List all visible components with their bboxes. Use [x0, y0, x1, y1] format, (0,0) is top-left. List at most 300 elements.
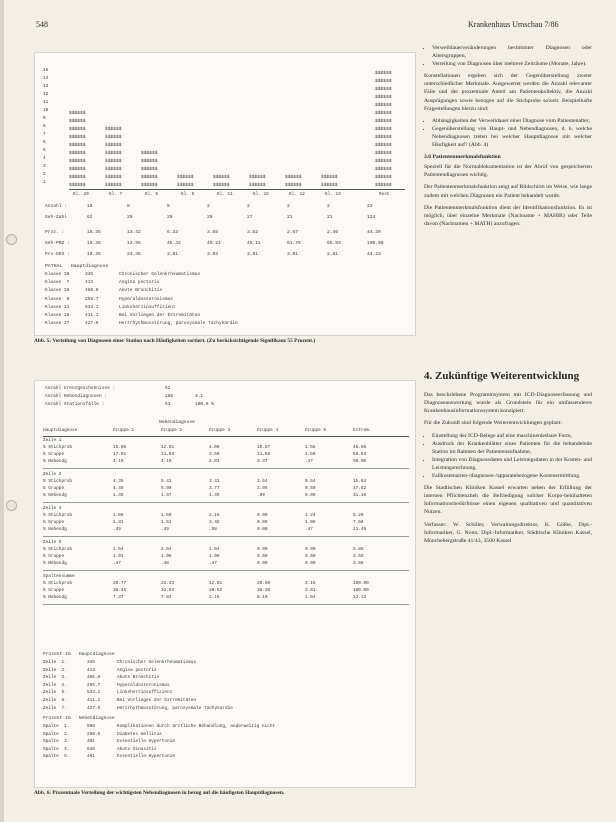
- nebendiagnose-title: Nebendiagnose: [159, 420, 195, 425]
- list-item: • Einstellung der ICD-Belege auf eine maschinenlesbare Form,: [432, 432, 592, 440]
- page-number: 548: [36, 20, 48, 29]
- summary-value: 53: [165, 402, 171, 407]
- legend-key: Klasse 27: [45, 321, 70, 327]
- matrix-cell: 0.00: [257, 520, 268, 525]
- pathal-title: PATHAL Hauptdiagnose: [45, 264, 109, 269]
- matrix-cell: 5.41: [161, 479, 172, 484]
- legend-code: 411.1: [85, 313, 99, 318]
- journal-title: Krankenhaus Umschau 7/86: [468, 20, 559, 29]
- code-key: Spalte 4.: [43, 746, 70, 752]
- matrix-cell: .47: [113, 561, 121, 566]
- list-item: • Ausdruck der Krankenblätter eines Patienten für die behandelnde Station im Rahmen der Patientenaufnahme,: [432, 440, 592, 456]
- stats-cell: 21: [327, 215, 333, 220]
- code-row: [43, 748, 409, 755]
- figure-6-printout: [34, 380, 416, 788]
- legend-code: 533.1: [85, 304, 99, 310]
- stats-cell: 6.33: [167, 230, 179, 235]
- y-tick-label: 2: [43, 172, 46, 177]
- matrix-cell: 3.15: [305, 581, 316, 586]
- matrix-cell: 4.19: [161, 459, 172, 464]
- matrix-header-rule: [43, 436, 409, 437]
- planned-developments-list: [424, 432, 592, 481]
- x-tick-label: Kl. 9: [181, 192, 195, 197]
- x-tick-label: Kl. 11: [217, 192, 233, 197]
- matrix-cell: % Gruppe: [43, 486, 65, 491]
- matrix-cell: 100.00: [353, 581, 369, 586]
- legend-key: Klasse 11: [45, 304, 70, 310]
- outlook-paragraph-2: Für die Zukunft sind folgende Weiterentwicklungen geplant:: [424, 420, 562, 427]
- stats-cell: 49.11: [247, 241, 261, 246]
- matrix-cell: % Stichprob: [43, 581, 72, 586]
- matrix-cell: 3.95: [257, 486, 268, 491]
- matrix-cell: 1.45: [113, 493, 124, 498]
- stats-cell: 23: [367, 204, 373, 209]
- matrix-cell: 7.58: [353, 520, 364, 525]
- matrix-cell: % Nebendg: [43, 493, 67, 498]
- code-text: Akute Bronchitis: [117, 675, 160, 681]
- example-question-list: [424, 117, 592, 149]
- matrix-cell: 13.13: [353, 595, 367, 600]
- code-row: [43, 755, 409, 762]
- stats-cell: 124: [367, 215, 376, 220]
- code-text: Linksherzinsuffizienz: [117, 690, 173, 696]
- y-tick-label: 9: [43, 116, 46, 121]
- list-item: • Fallkostenarten-/diagnosen-/apparatebezogene Kostenermittlung.: [432, 472, 592, 480]
- matrix-cell: 3.55: [353, 554, 364, 559]
- stats-cell: 2.67: [287, 230, 299, 235]
- stats-cell: 3.61: [247, 252, 259, 257]
- y-tick-label: 15: [43, 68, 49, 73]
- matrix-cell: .47: [305, 459, 313, 464]
- y-tick-label: 12: [43, 92, 49, 97]
- summary-label: Anzahl Stationsfälle :: [45, 402, 105, 407]
- code-row: [43, 733, 409, 740]
- legend-text: Akute Bronchitis: [119, 288, 163, 294]
- matrix-cell: 4.06: [209, 445, 220, 450]
- matrix-cell: 1.96: [161, 554, 172, 559]
- legend-row: [45, 322, 405, 330]
- matrix-cell: 3.58: [209, 452, 220, 457]
- stats-cell: 51.76: [287, 241, 301, 246]
- y-tick-label: 1: [43, 180, 46, 185]
- punch-hole-top: [6, 234, 17, 245]
- stats-cell: 20: [207, 215, 213, 220]
- stats-row-label: Pro-GES :: [45, 252, 70, 257]
- matrix-cell: 1.58: [305, 452, 316, 457]
- author-info: Verfasser: W. Schiller, Verwaltungsdirektor, K. Gölbe, Dipl.-Informatiker, G. Nonn, Dipl.-Informatiker, Städtische Kliniken Kassel, Mönchebergstraße 41/43, 3500 Kassel: [424, 521, 592, 544]
- section-4-heading: 4. Zukünftige Weiterentwicklung: [424, 370, 580, 382]
- stats-row: [45, 253, 405, 262]
- matrix-cell: 100.00: [353, 588, 369, 593]
- code-text: Hyperaldosteronismus: [117, 682, 170, 688]
- matrix-cell: 32.84: [161, 588, 175, 593]
- code-key: Zeile 6.: [43, 698, 67, 703]
- stats-row-label: Geh-PRZ :: [45, 241, 70, 246]
- figure-5-printout: [34, 52, 416, 336]
- stats-cell: 19.35: [87, 252, 101, 257]
- stats-row: [45, 242, 405, 251]
- y-tick-label: 3: [43, 164, 46, 169]
- matrix-cell: 0.00: [305, 554, 316, 559]
- code-value: 427.9: [87, 705, 101, 711]
- list-item: • Verteilung von Diagnosen über mehrere Zeiträume (Monate, Jahre).: [432, 60, 592, 68]
- matrix-block-title: Zeile 5: [43, 540, 62, 545]
- legend-row: [45, 306, 405, 314]
- list-item: • Integration von Diagnosedaten und Leistungsdaten in der Kosten- und Leistungsrechnung,: [432, 456, 592, 472]
- list-item: • Verweildauerveränderungen bestimmter Diagnosen oder Altersgruppen,: [432, 44, 592, 60]
- matrix-cell: 50.00: [353, 459, 367, 464]
- stats-cell: 2: [327, 204, 330, 209]
- stats-row: [45, 205, 405, 214]
- y-tick-label: 4: [43, 156, 46, 161]
- matrix-cell: 58.53: [353, 452, 367, 457]
- stats-cell: 2: [247, 204, 250, 209]
- patient-func-paragraph-1: Speziell für die Normaldokumentation ist der Abruf von gespeicherten Patientendiagnosen wichtig.: [424, 164, 592, 179]
- code-value: 648: [87, 746, 95, 752]
- matrix-cell: 0.54: [305, 479, 316, 484]
- matrix-cell: .48: [161, 561, 169, 566]
- bar: $$$$$$ $$$$$$ $$$$$$ $$$$$$ $$$$$$: [141, 151, 158, 188]
- matrix-cell: 11.58: [257, 452, 271, 457]
- matrix-block-title: Spaltensumme: [43, 574, 75, 579]
- matrix-cell: 4.35: [113, 479, 124, 484]
- matrix-cell: % Gruppe: [43, 588, 65, 593]
- nebendiagnose-list-title: Prozent 1% Nebendiagnose: [43, 716, 115, 721]
- stats-row-label: Anzahl :: [45, 204, 68, 209]
- matrix-cell: 3.54: [257, 479, 268, 484]
- stats-cell: 2.46: [327, 230, 339, 235]
- summary-value: 52: [165, 386, 171, 391]
- legend-row: [45, 281, 405, 289]
- punch-hole-bottom: [6, 500, 17, 511]
- code-key: Spalte 2.: [43, 731, 70, 737]
- code-text: Herzrhythmusstörung, paroxysmale Tachykardie: [117, 705, 233, 711]
- y-tick-label: 11: [43, 100, 49, 105]
- legend-code: 486.0: [85, 288, 99, 294]
- matrix-cell: % Nebendg: [43, 561, 67, 566]
- matrix-cell: 12.01: [209, 581, 223, 586]
- matrix-cell: % Nebendg: [43, 527, 67, 532]
- matrix-cell: 5.90: [161, 486, 172, 491]
- matrix-cell: 1.59: [161, 513, 172, 518]
- matrix-cell: 1.45: [209, 493, 220, 498]
- matrix-cell: 20.52: [209, 588, 223, 593]
- matrix-cell: 1.97: [161, 493, 172, 498]
- x-tick-label: Kl. 7: [109, 192, 123, 197]
- code-key: Zeile 1.: [43, 660, 67, 665]
- code-row: [43, 699, 409, 706]
- x-tick-label: Kl. 16: [253, 192, 269, 197]
- matrix-cell: 1.04: [209, 547, 220, 552]
- matrix-column-header: Gruppe 1: [113, 428, 135, 433]
- code-key: Zeile 2.: [43, 667, 67, 673]
- matrix-cell: 5.29: [353, 513, 364, 518]
- matrix-cell: 17.82: [353, 486, 367, 491]
- code-key: Spalte 1.: [43, 724, 70, 729]
- matrix-cell: 0.00: [257, 527, 268, 532]
- stats-cell: 2.81: [327, 252, 339, 257]
- konstellationen-paragraph: Konstellationen ergeben sich der Gegenüberstellung zweier unterschiedlicher Merkmale. Ausgewertet werden die Anzahl relevanter Fälle und der prozentuale Anteil am Patientenkollektiv, die Anzahl Ausprägungen sowie bezogen auf die Stichprobe soweit. Beispielhafte Fragestellungen hierzu sind:: [424, 73, 592, 112]
- code-value: 413: [87, 667, 95, 673]
- code-text: Diabetes mellitus: [117, 731, 162, 737]
- legend-text: Linksherzinsuffizienz: [119, 304, 176, 310]
- code-value: 401: [87, 754, 95, 760]
- outlook-paragraph-1: Das beschriebene Programmsystem mit ICD-Diagnoseerfassung und Diagnoseauswertung wurde als Grundstein für ein umfassenderes Krankenhausinformationssystem konzipiert.: [424, 392, 592, 415]
- legend-key: Klasse 7: [45, 280, 70, 286]
- stats-cell: 3.01: [287, 252, 299, 257]
- matrix-cell: 15.64: [353, 479, 367, 484]
- legend-text: Herzrhythmusstörung, paroxysmale Tachykardie: [119, 321, 238, 327]
- matrix-cell: 1.24: [305, 513, 316, 518]
- stats-cell: 18.35: [87, 230, 101, 235]
- stats-cell: 2: [207, 204, 210, 209]
- matrix-cell: 20.77: [113, 581, 127, 586]
- right-column-top: [424, 44, 592, 232]
- code-key: Zeile 5.: [43, 690, 67, 696]
- list-item: • Abhängigkeiten der Verweildauer einer Diagnose vom Patientenalter,: [432, 117, 592, 125]
- summary-row: [45, 403, 405, 411]
- bar-chart: [43, 68, 405, 190]
- matrix-cell: % Gruppe: [43, 452, 65, 457]
- summary-label: Anzahl Nebendiagnosen :: [45, 394, 108, 399]
- stats-cell: 19.35: [87, 241, 101, 246]
- x-tick-label: Kl. 5: [145, 192, 159, 197]
- matrix-cell: 1.99: [209, 554, 220, 559]
- code-value: 255.7: [87, 682, 101, 688]
- matrix-cell: 7.84: [161, 595, 172, 600]
- stats-cell: 21: [287, 215, 293, 220]
- patient-func-paragraph-2: Der Patientenmerkmalsfunktion zeigt auf Bildschirm im Weise, wie lange zudem mit welchen Diagnosen ein Patient behandelt wurde.: [424, 184, 592, 199]
- x-tick-label: Rest: [379, 192, 390, 197]
- code-value: 998: [87, 724, 95, 729]
- matrix-cell: 11.93: [161, 452, 175, 457]
- matrix-cell: 0.00: [305, 493, 316, 498]
- code-row: [43, 661, 409, 668]
- stats-cell: 3.55: [207, 230, 219, 235]
- matrix-cell: 3.66: [353, 561, 364, 566]
- x-tick-label: Kl. 20: [73, 192, 89, 197]
- matrix-cell: 7.37: [113, 595, 124, 600]
- bar: $$$$$$ $$$$$$ $$$$$$ $$$$$$ $$$$$$ $$$$$$ $$$$$$ $$$$$$: [105, 127, 122, 188]
- matrix-cell: 15.98: [113, 445, 127, 450]
- stats-cell: 3.81: [167, 252, 179, 257]
- legend-text: Chronischer Gelenkrheumatismus: [119, 272, 201, 277]
- matrix-cell: 3.41: [209, 479, 220, 484]
- legend-text: Angina pectoris: [119, 280, 160, 286]
- matrix-cell: 0.00: [257, 561, 268, 566]
- x-tick-label: Kl. 12: [289, 192, 305, 197]
- matrix-block-rule: [43, 570, 409, 571]
- x-axis-line: [69, 189, 405, 190]
- matrix-cell: 12.91: [161, 445, 175, 450]
- code-key: Spalte 3.: [43, 739, 70, 745]
- legend-code: 413: [85, 280, 94, 286]
- matrix-cell: 0.59: [305, 486, 316, 491]
- bar: $$$$$$ $$$$$$: [177, 175, 194, 188]
- matrix-cell: % Stichprob: [43, 479, 72, 484]
- list-item: • Gegenüberstellung von Haupt- und Nebendiagnosen, d. h. welche Nebendiagnosen treten bei welcher Hauptdiagnose mit welcher Häufigkeit auf? (Abb. 4): [432, 125, 592, 149]
- matrix-block-rule: [43, 468, 409, 469]
- code-key: Zeile 7.: [43, 705, 67, 711]
- code-text: Angina pectoris: [117, 667, 157, 673]
- matrix-cell: % Nebendg: [43, 459, 67, 464]
- stats-cell: 23.45: [127, 252, 141, 257]
- matrix-cell: % Nebendg: [43, 595, 67, 600]
- matrix-cell: 1.51: [161, 520, 172, 525]
- matrix-block-title: Zeile 2: [43, 472, 62, 477]
- y-tick-label: 13: [43, 84, 49, 89]
- code-text: Essentielle Hypertonie: [117, 754, 175, 760]
- stats-cell: 2: [287, 204, 290, 209]
- matrix-cell: 3.61: [305, 588, 316, 593]
- matrix-cell: 3.37: [257, 459, 268, 464]
- matrix-column-header: Gruppe 2: [161, 428, 183, 433]
- matrix-block-rule: [43, 604, 409, 605]
- matrix-column-header: Gruppe 3: [209, 428, 231, 433]
- stats-cell: 46.42: [167, 241, 181, 246]
- stats-cell: 27: [247, 215, 253, 220]
- matrix-cell: 22.43: [161, 581, 175, 586]
- legend-key: Klasse 29: [45, 288, 70, 294]
- matrix-cell: 0.00: [305, 547, 316, 552]
- matrix-cell: .58: [209, 527, 217, 532]
- section-3-6-heading: 3.6 Patientenmerkmalsfunktion: [424, 154, 501, 161]
- patient-func-paragraph-3: Die Patientenmerkmalsfunktion dient der Identifikationsfunktion. Es ist möglich, über einzelne Merkmale (Nachname + MAHIR) oder Teile davon (Nachnamen + MATH) anzufragen.: [424, 204, 592, 227]
- stats-cell: 55.93: [327, 241, 341, 246]
- matrix-cell: .49: [113, 527, 121, 532]
- matrix-cell: % Gruppe: [43, 554, 65, 559]
- matrix-cell: 36.20: [257, 588, 271, 593]
- summary-value: 265: [165, 394, 174, 399]
- summary-extra: 4.1: [195, 394, 204, 399]
- matrix-cell: 0.00: [257, 513, 268, 518]
- code-value: 345: [87, 660, 95, 665]
- matrix-cell: 1.06: [113, 513, 124, 518]
- stats-cell: 3.93: [207, 252, 219, 257]
- stats-cell: 3.52: [247, 230, 259, 235]
- matrix-cell: 0.00: [257, 547, 268, 552]
- bar: $$$$$$ $$$$$$: [285, 175, 302, 188]
- matrix-cell: 3.45: [209, 520, 220, 525]
- legend-key: Klasse 20: [45, 272, 70, 277]
- code-value: 250.9: [87, 731, 101, 737]
- matrix-cell: 1.91: [113, 554, 124, 559]
- matrix-cell: 2.16: [209, 513, 220, 518]
- matrix-cell: 2.86: [353, 547, 364, 552]
- code-value: 533.1: [87, 690, 101, 696]
- stats-row: [45, 216, 405, 225]
- stats-cell: 49.24: [207, 241, 221, 246]
- matrix-cell: % Gruppe: [43, 520, 65, 525]
- bar: $$$$$$ $$$$$$: [213, 175, 230, 188]
- matrix-column-header: Extrem.: [353, 428, 372, 433]
- matrix-cell: 0.00: [305, 561, 316, 566]
- y-tick-label: 10: [43, 108, 49, 113]
- y-tick-label: 7: [43, 132, 46, 137]
- code-value: 411.1: [87, 698, 101, 703]
- matrix-block-rule: [43, 536, 409, 537]
- code-key: Spalte 5.: [43, 754, 70, 760]
- matrix-column-header: Hauptdiagnose: [43, 428, 78, 433]
- outlook-paragraph-3: Die Stadtischen Kliniken Kassel erwarten neben der Erfüllung der internen Pflichtenzheh die Befriedigung solcher Korpo-beinhalteten Informationsbedürfnisse einen eigenen qualitativen und quantitativen Nutzen.: [424, 485, 592, 516]
- bar: $$$$$$ $$$$$$: [249, 175, 266, 188]
- x-axis-labels: [73, 193, 409, 201]
- matrix-cell: 46.56: [353, 445, 367, 450]
- matrix-cell: 11.49: [353, 527, 367, 532]
- bar: $$$$$$ $$$$$$: [321, 175, 338, 188]
- code-text: Chronischer Gelenkrheumatismus: [117, 660, 197, 665]
- matrix-cell: 8.10: [257, 595, 268, 600]
- code-text: Bei Vorliegen der Extremitäten: [117, 698, 197, 703]
- matrix-block-title: Zeile 1: [43, 438, 62, 443]
- y-tick-label: 6: [43, 140, 46, 145]
- legend-key: Klasse 16: [45, 313, 70, 318]
- code-key: Zeile 4.: [43, 682, 67, 688]
- stats-cell: 20: [167, 215, 173, 220]
- right-column-bottom: [424, 370, 592, 549]
- matrix-column-header: Gruppe 4: [257, 428, 279, 433]
- matrix-cell: 1.06: [305, 520, 316, 525]
- code-text: Akute Sinusitis: [117, 746, 157, 752]
- legend-code: 427.9: [85, 321, 99, 327]
- bar: $$$$$$ $$$$$$ $$$$$$ $$$$$$ $$$$$$ $$$$$$ $$$$$$ $$$$$$ $$$$$$ $$$$$$ $$$$$$ $$$$$$ $$$$$$ $$$$$$ $$$$$$: [375, 71, 392, 188]
- matrix-cell: 1.04: [305, 595, 316, 600]
- stats-cell: 13.95: [127, 241, 141, 246]
- matrix-cell: 3.77: [209, 486, 220, 491]
- legend-key: Klasse 6: [45, 296, 70, 302]
- matrix-cell: 2.01: [209, 459, 220, 464]
- stats-cell: 62: [87, 215, 93, 220]
- stats-cell: 100.00: [367, 241, 384, 246]
- matrix-cell: 36.45: [113, 588, 127, 593]
- stats-row-label: Proz. :: [45, 230, 65, 235]
- matrix-cell: 4.45: [113, 486, 124, 491]
- matrix-cell: 2.04: [161, 547, 172, 552]
- summary-extra: 100.0 %: [195, 402, 214, 407]
- stats-cell: 5: [167, 204, 170, 209]
- matrix-cell: % Stichprob: [43, 547, 72, 552]
- legend-row: [45, 273, 405, 281]
- hauptdiagnose-title: Prozent 1% Hauptdiagnose: [43, 652, 115, 657]
- legend-row: [45, 298, 405, 306]
- stats-row-label: Geh-Zahl: [45, 215, 68, 220]
- code-text: Essentielle Hypertonie: [117, 739, 175, 745]
- matrix-cell: % Stichprob: [43, 513, 72, 518]
- code-row: [43, 707, 409, 714]
- y-tick-label: 14: [43, 76, 49, 81]
- stats-cell: 44.23: [367, 252, 381, 257]
- matrix-cell: 1.54: [113, 547, 124, 552]
- matrix-cell: 31.16: [353, 493, 367, 498]
- figure-6-caption: Abb. 6: Prozentuale Verteilung der wichtigsten Nebendiagnosen in bezug auf die häufigsten Hauptdiagnosen.: [34, 790, 285, 796]
- code-key: Zeile 3.: [43, 675, 67, 681]
- code-value: 486.0: [87, 675, 101, 681]
- matrix-cell: .49: [161, 527, 169, 532]
- code-value: 401: [87, 739, 95, 745]
- x-tick-label: Kl. 13: [325, 192, 341, 197]
- legend-code: 345: [85, 272, 94, 277]
- matrix-cell: 0.00: [257, 554, 268, 559]
- matrix-block-rule: [43, 502, 409, 503]
- matrix-column-header: Gruppe 5: [305, 428, 327, 433]
- matrix-cell: 1.31: [113, 520, 124, 525]
- y-tick-label: 8: [43, 124, 46, 129]
- matrix-cell: 20.50: [257, 581, 271, 586]
- matrix-block-title: Zeile 4: [43, 506, 62, 511]
- bar: $$$$$$ $$$$$$ $$$$$$ $$$$$$ $$$$$$ $$$$$$ $$$$$$ $$$$$$ $$$$$$ $$$$$$: [69, 111, 86, 188]
- stats-cell: 44.30: [367, 230, 381, 235]
- legend-text: Bei Vorliegen der Extremitäten: [119, 313, 201, 318]
